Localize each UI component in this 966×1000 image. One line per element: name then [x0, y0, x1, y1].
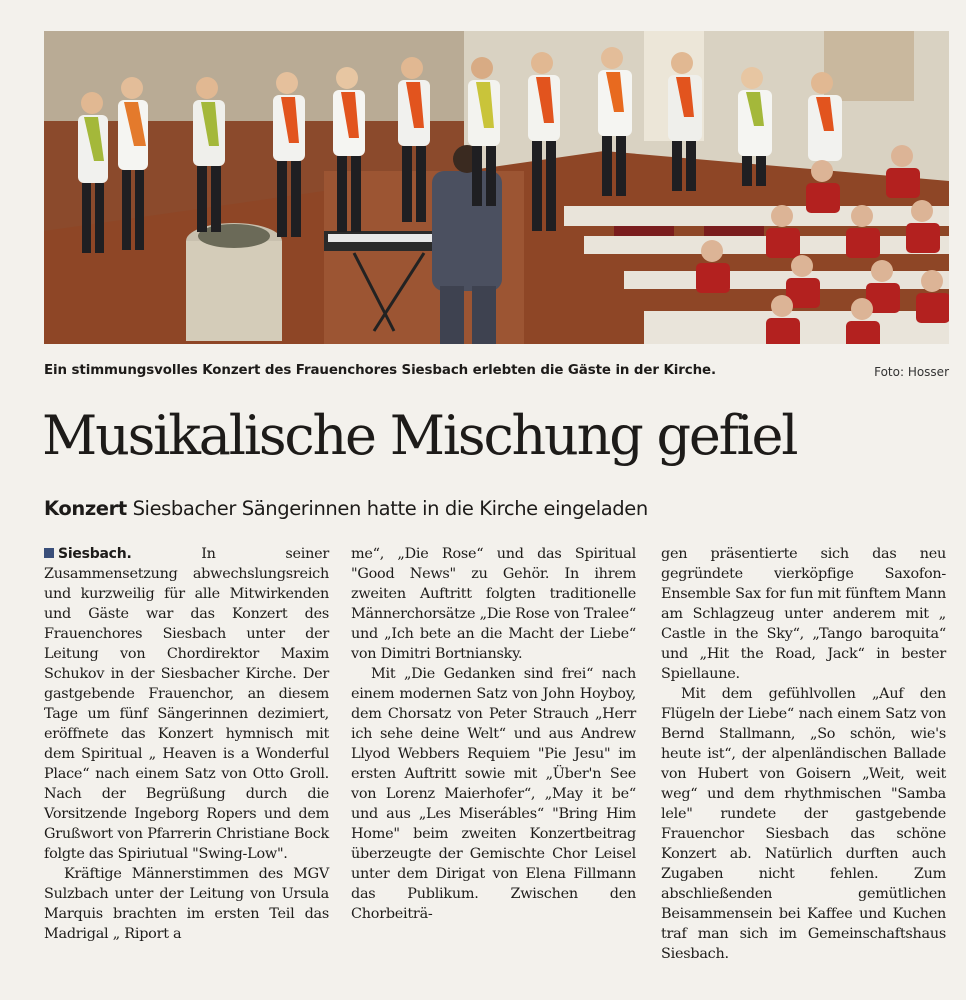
subhead-text: Siesbacher Sängerinnen hatte in die Kirche eingeladen: [132, 497, 648, 520]
photo-caption: [44, 363, 949, 387]
article-paragraph: Kräftige Männerstimmen des MGV Sulzbach unter der Leitung von Ursula Marquis brachten im ersten Teil das Madrigal „ Riport a: [44, 866, 329, 942]
photo-credit: Foto: Hosser: [874, 365, 949, 379]
photo-illustration: [44, 31, 949, 344]
article-column-1: [44, 544, 329, 944]
article-paragraph: me“, „Die Rose“ und das Spiritual "Good News" zu Gehör. In ihrem zweiten Auftritt folgten traditionelle Männerchorsätze „Die Rose von Tralee“ und „Ich bete an die Macht der Liebe“ von Dimitri Bortniansky.: [351, 546, 636, 662]
choir-concert-photo: [44, 31, 949, 344]
article-paragraph: [44, 544, 329, 864]
dateline-marker-icon: [44, 548, 54, 558]
paragraph-text: In seiner Zusammensetzung abwechslungsreich und kurzweilig für alle Mitwirkenden und Gäste war das Konzert des Frauenchores Siesbach unter der Leitung von Chordirektor Maxim Schukov in der Siesbacher Kirche. Der gastgebende Frauenchor, an diesem Tage um fünf Sängerinnen dezimiert, eröffnete das Konzert hymnisch mit dem Spiritual „ Heaven is a Wonderful Place“ nach einem Satz von Otto Groll. Nach der Begrüßung durch die Vorsitzende Ingeborg Ropers und dem Grußwort von Pfarrerin Christiane Bock folgte das Spiriutual "Swing-Low".: [44, 546, 329, 862]
subhead-kicker: Konzert: [44, 497, 127, 520]
article-paragraph: Mit „Die Gedanken sind frei“ nach einem modernen Satz von John Hoyboy, dem Chorsatz von Peter Strauch „Herr ich sehe deine Welt“ und aus Andrew Llyod Webbers Requiem "Pie Jesu" im ersten Auftritt sowie mit „Über'n See von Lorenz Maierhofer“, „May it be“ und aus „Les Miserábles“ "Bring Him Home" beim zweiten Konzertbeitrag überzeugte der Gemischte Chor Leisel unter dem Dirigat von Elena Fillmann das Publikum. Zwischen den Chorbeiträ-: [351, 666, 636, 922]
article-paragraph: Mit dem gefühlvollen „Auf den Flügeln der Liebe“ nach einem Satz von Bernd Stallmann, „So schön, wie's heute ist“, der alpenländischen Ballade von Hubert von Goisern „Weit, weit weg“ und dem rhythmischen "Samba lele" rundete der gastgebende Frauenchor Siesbach das schöne Konzert ab. Natürlich durften auch Zugaben nicht fehlen. Zum abschließenden gemütlichen Beisammensein bei Kaffee und Kuchen traf man sich im Gemeinschaftshaus Siesbach.: [661, 686, 946, 962]
article-paragraph: gen präsentierte sich das neu gegründete vierköpfige Saxofon-Ensemble Sax for fun mit fünftem Mann am Schlagzeug unter anderem mit „ Castle in the Sky“, „Tango baroquita“ und „Hit the Road, Jack“ in bester Spiellaune.: [661, 546, 946, 682]
dateline: Siesbach.: [58, 546, 132, 562]
headline: Musikalische Mischung gefiel: [42, 404, 797, 467]
article-column-3: [661, 544, 946, 964]
caption-text: Ein stimmungsvolles Konzert des Frauenchores Siesbach erlebten die Gäste in der Kirche.: [44, 363, 716, 378]
subhead: [44, 497, 949, 520]
article-column-2: [351, 544, 636, 924]
